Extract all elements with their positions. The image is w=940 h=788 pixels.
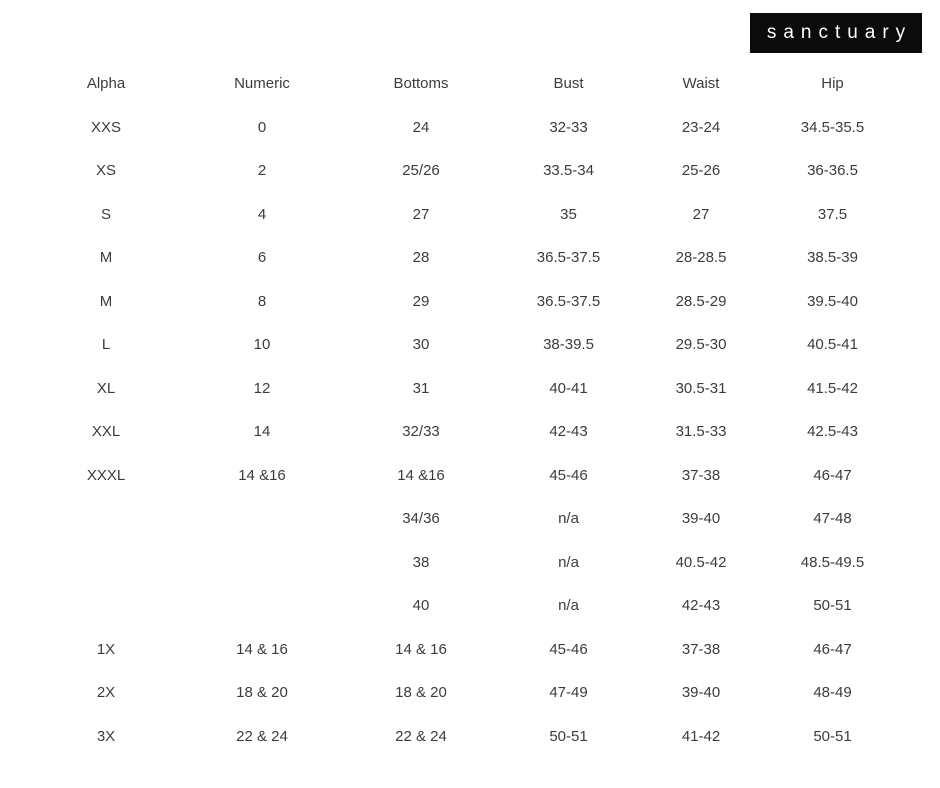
table-cell: XS — [95, 162, 116, 180]
table-cell: 23-24 — [681, 118, 721, 136]
table-cell: 22 & 24 — [395, 727, 447, 745]
table-row — [30, 280, 900, 324]
table-cell: 10 — [253, 336, 271, 354]
table-cell: 4 — [257, 205, 267, 223]
size-chart-table — [30, 62, 900, 758]
table-cell: 28 — [412, 249, 430, 267]
table-cell: 1X — [96, 640, 116, 658]
table-cell: 42-43 — [681, 597, 721, 615]
table-row — [30, 323, 900, 367]
table-cell: 31 — [412, 379, 430, 397]
column-header-bust: Bust — [553, 75, 584, 93]
table-cell: 50-51 — [813, 597, 852, 615]
table-row — [30, 236, 900, 280]
brand-logo-text: sanctuary — [766, 22, 913, 43]
table-body — [30, 106, 900, 759]
table-cell: 37.5 — [817, 205, 848, 223]
table-cell: 41-42 — [681, 727, 721, 745]
table-cell: 47-48 — [813, 510, 852, 528]
table-cell: M — [99, 249, 113, 267]
table-cell: n/a — [558, 597, 579, 615]
table-cell: 38 — [412, 553, 430, 571]
table-cell: 6 — [257, 249, 267, 267]
table-cell: 29.5-30 — [675, 336, 727, 354]
table-cell: 14 & 16 — [236, 640, 288, 658]
table-cell: 35 — [560, 205, 577, 223]
column-header-bottoms: Bottoms — [393, 75, 449, 93]
table-cell: 0 — [257, 118, 267, 136]
table-cell: 50-51 — [813, 727, 852, 745]
table-cell: 27 — [692, 205, 710, 223]
table-cell: 25-26 — [681, 162, 721, 180]
table-row — [30, 671, 900, 715]
table-row — [30, 454, 900, 498]
table-cell: 38-39.5 — [543, 336, 594, 354]
table-cell: 12 — [253, 379, 271, 397]
table-cell — [30, 541, 182, 585]
table-cell: 48.5-49.5 — [800, 553, 865, 571]
table-cell: 32-33 — [549, 118, 588, 136]
table-cell: 32/33 — [402, 423, 440, 441]
table-cell: 14 & 16 — [395, 640, 447, 658]
table-cell: 40.5-41 — [807, 336, 858, 354]
table-cell: 45-46 — [549, 640, 588, 658]
table-cell: 28.5-29 — [675, 292, 727, 310]
table-cell: n/a — [558, 510, 579, 528]
header-row — [30, 62, 900, 106]
table-cell: 2 — [257, 162, 267, 180]
table-cell: 2X — [96, 684, 116, 702]
table-cell: 29 — [412, 292, 430, 310]
table-cell: 8 — [257, 292, 267, 310]
table-cell: M — [99, 292, 113, 310]
table-cell: 24 — [412, 118, 430, 136]
table-cell: 18 & 20 — [236, 684, 288, 702]
table-cell: 50-51 — [549, 727, 588, 745]
table-cell: XXS — [90, 118, 121, 136]
table-cell: n/a — [558, 553, 579, 571]
table-cell: 14 &16 — [238, 466, 286, 484]
table-cell — [30, 497, 182, 541]
table-cell: 33.5-34 — [543, 162, 594, 180]
table-row — [30, 541, 900, 585]
table-cell: 46-47 — [813, 466, 852, 484]
table-cell: 42-43 — [549, 423, 588, 441]
table-cell — [30, 584, 182, 628]
table-cell: 27 — [412, 205, 430, 223]
column-header-hip: Hip — [821, 75, 844, 93]
table-cell — [182, 497, 342, 541]
table-cell: 45-46 — [549, 466, 588, 484]
table-cell: 34/36 — [402, 510, 440, 528]
column-header-alpha: Alpha — [86, 75, 126, 93]
table-cell: 42.5-43 — [807, 423, 858, 441]
table-row — [30, 367, 900, 411]
table-cell: 37-38 — [681, 466, 721, 484]
table-cell: XXL — [91, 423, 121, 441]
table-row — [30, 193, 900, 237]
table-cell: 14 — [253, 423, 271, 441]
table-row — [30, 584, 900, 628]
table-cell: 39-40 — [681, 684, 721, 702]
table-cell: 46-47 — [813, 640, 852, 658]
table-cell: S — [100, 205, 111, 223]
table-row — [30, 497, 900, 541]
table-cell: 31.5-33 — [675, 423, 727, 441]
table-cell: 39-40 — [681, 510, 721, 528]
table-cell: 30.5-31 — [675, 379, 727, 397]
brand-logo — [750, 13, 922, 53]
table-cell — [182, 584, 342, 628]
table-cell: 37-38 — [681, 640, 721, 658]
table-cell: 41.5-42 — [807, 379, 858, 397]
table-cell: 36.5-37.5 — [536, 249, 601, 267]
column-header-numeric: Numeric — [234, 75, 290, 93]
table-cell: 30 — [412, 336, 430, 354]
table-cell: 28-28.5 — [675, 249, 727, 267]
table-cell: 18 & 20 — [395, 684, 447, 702]
table-cell: 40-41 — [549, 379, 588, 397]
table-cell: 36-36.5 — [807, 162, 858, 180]
table-cell: 34.5-35.5 — [800, 118, 865, 136]
table-row — [30, 628, 900, 672]
table-row — [30, 715, 900, 759]
table-cell: XXXL — [86, 466, 126, 484]
table-row — [30, 149, 900, 193]
table-cell: 40 — [412, 597, 430, 615]
table-row — [30, 410, 900, 454]
table-cell — [182, 541, 342, 585]
table-cell: L — [101, 336, 111, 354]
table-cell: 40.5-42 — [675, 553, 727, 571]
table-cell: 25/26 — [402, 162, 440, 180]
column-header-waist: Waist — [682, 75, 720, 93]
table-cell: 36.5-37.5 — [536, 292, 601, 310]
table-cell: 39.5-40 — [807, 292, 858, 310]
table-cell: 38.5-39 — [807, 249, 858, 267]
table-cell: 48-49 — [813, 684, 852, 702]
table-cell: 47-49 — [549, 684, 588, 702]
table-cell: XL — [96, 379, 116, 397]
table-cell: 22 & 24 — [236, 727, 288, 745]
table-cell: 3X — [96, 727, 116, 745]
table-row — [30, 106, 900, 150]
table-cell: 14 &16 — [397, 466, 445, 484]
